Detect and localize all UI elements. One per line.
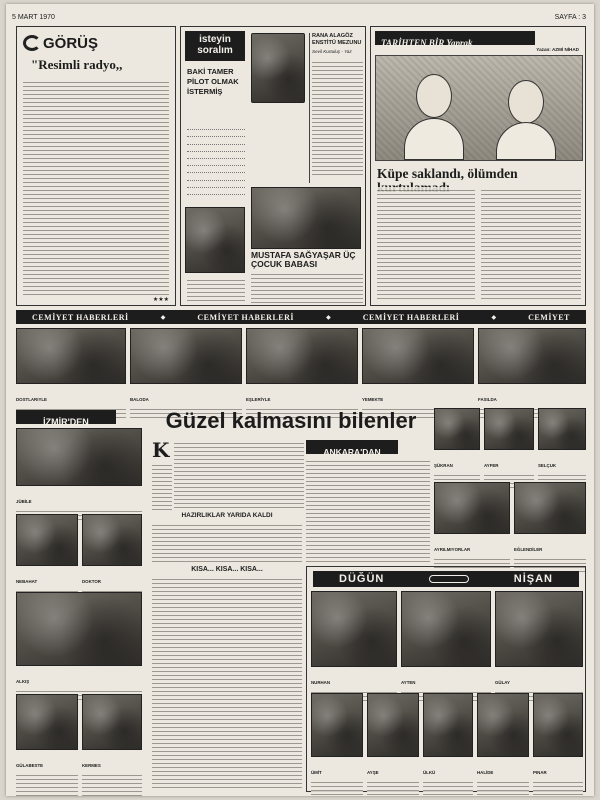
- guzel-body-indent: [152, 462, 172, 510]
- caption-label: AYŞE: [367, 770, 379, 775]
- isteyin-badge: [185, 31, 245, 61]
- qa-line: [187, 145, 245, 152]
- caption-label: NURHAN: [311, 680, 331, 685]
- izmirden-banner: [16, 410, 116, 427]
- ayfer-photo: [484, 408, 534, 450]
- esleriyle-caption: [246, 386, 358, 406]
- caption-label: HALİDE: [477, 770, 494, 775]
- rana-alagoz-photo: [251, 33, 305, 103]
- qa-line: [187, 159, 245, 166]
- caption-label: AYRILMIYORLAR: [434, 547, 471, 552]
- baki-tamer-photo: [185, 207, 245, 273]
- fasilda-caption: [478, 386, 586, 406]
- tarihten-banner: [375, 31, 535, 48]
- caption-label: FASILDA: [478, 397, 497, 402]
- tarihten-banner-text: TARİHTEN BİR Yaprak: [381, 38, 473, 48]
- badge-line1: isteyin: [199, 34, 231, 45]
- eglendiler-photo: [514, 482, 586, 534]
- yemekte-caption: [362, 386, 474, 406]
- nebahat-caption: [16, 568, 78, 588]
- cemiyet-banner-text: CEMİYET: [528, 312, 570, 322]
- caption-text: [533, 779, 583, 796]
- tarihten-headline: Küpe saklandı, ölümden: [377, 166, 518, 181]
- umit-caption: [311, 759, 363, 789]
- dostlariyle-photo: [16, 328, 126, 384]
- newspaper-page: [6, 4, 594, 796]
- nisan-title: NİŞAN: [513, 573, 553, 585]
- gulay-caption: [495, 669, 583, 689]
- ayten-caption: [401, 669, 491, 689]
- caption-label: GÜLAY: [495, 680, 510, 685]
- dostlariyle-caption: [16, 386, 126, 406]
- caption-label: DOKTOR: [82, 579, 101, 584]
- gorus-title: "Resimli radyo,,: [31, 57, 123, 72]
- guzel-subhead: HAZIRLIKLAR YARIDA KALDI: [181, 512, 273, 519]
- caption-label: EĞLENDİLER: [514, 547, 543, 552]
- baki-answers: [187, 277, 245, 303]
- baloda-photo: [130, 328, 242, 384]
- guzel-body-part1: [174, 440, 304, 510]
- caption-label: DOSTLARIYLE: [16, 397, 47, 402]
- pinar-caption: [533, 759, 583, 789]
- dugun-title: DÜĞÜN: [339, 573, 385, 585]
- page-number: SAYFA : 3: [554, 14, 586, 21]
- caption-text: [423, 779, 473, 796]
- qa-line: [187, 188, 245, 195]
- stars-ornament: ★★★: [152, 296, 169, 303]
- kisa-header: KISA... KISA... KISA...: [191, 566, 263, 573]
- qa-line: [187, 181, 245, 188]
- cemiyet-haberleri-banner: [16, 310, 586, 324]
- caption-label: PINAR: [533, 770, 547, 775]
- baloda-caption: [130, 386, 242, 406]
- tarihten-body-col1: [377, 187, 475, 301]
- izmirden-title: İZMİR'DEN: [43, 417, 89, 427]
- ankara-body: [306, 458, 430, 562]
- ayse-photo: [367, 693, 419, 757]
- guzel-headline: Güzel kalmasını bilenler: [165, 408, 417, 433]
- cemiyet-banner-text: CEMİYET HABERLERİ: [32, 312, 129, 322]
- halide-caption: [477, 759, 529, 789]
- tarihten-body-col2: [481, 187, 581, 301]
- caption-label: GÜLABESTE: [16, 763, 44, 768]
- caption-label: SELÇUK: [538, 463, 557, 468]
- issue-date: 5 MART 1970: [12, 14, 55, 21]
- cemiyet-banner-text: CEMİYET HABERLERİ: [362, 312, 460, 322]
- figure-face-right: [508, 80, 544, 124]
- ulku-caption: [423, 759, 473, 789]
- eglendiler-caption: [514, 536, 586, 562]
- caption-label: KERMES: [82, 763, 101, 768]
- gorus-column: [16, 26, 176, 306]
- esleriyle-photo: [246, 328, 358, 384]
- gulay-photo: [495, 591, 583, 667]
- caption-label: YEMEKTE: [362, 397, 384, 402]
- nurhan-photo: [311, 591, 397, 667]
- rana-subtitle: Sevil Kurtuluş - Yaz: [312, 49, 352, 54]
- fasilda-photo: [478, 328, 586, 384]
- mustafa-title: MUSTAFA SAĞYAŞAR ÜÇ ÇOCUK BABASI: [251, 250, 356, 269]
- ayrilmiyorlar-photo: [434, 482, 510, 534]
- dugun-nisan-banner: [313, 571, 579, 587]
- caption-text: [82, 772, 142, 796]
- kermes-photo: [82, 694, 142, 750]
- caption-label: ALKIŞ: [16, 679, 30, 684]
- selcuk-photo: [538, 408, 586, 450]
- selcuk-caption: [538, 452, 586, 478]
- jubile-photo: [16, 428, 142, 486]
- umit-photo: [311, 693, 363, 757]
- mustafa-qa-text: [251, 271, 363, 303]
- alkis-caption: [16, 668, 142, 690]
- ayfer-caption: [484, 452, 534, 478]
- kermes-caption: [82, 752, 142, 786]
- sukran-caption: [434, 452, 480, 478]
- gorus-logo-text: GÖRÜŞ: [43, 35, 99, 52]
- caption-label: ŞÜKRAN: [434, 463, 453, 468]
- caption-text: [477, 779, 529, 796]
- caption-label: JÜBİLE: [16, 499, 32, 504]
- qa-line: [187, 166, 245, 173]
- cemiyet-banner-text: CEMİYET HABERLERİ: [197, 312, 294, 322]
- guzel-body-part2: [152, 522, 302, 564]
- diamond-separator: ◆: [160, 313, 166, 321]
- caption-label: EŞLERİYLE: [246, 397, 271, 402]
- ayrilmiyorlar-caption: [434, 536, 510, 562]
- doktor-photo: [82, 514, 142, 566]
- mustafa-sagyasar-photo: [251, 187, 361, 249]
- isteyin-soralim-section: [180, 26, 366, 306]
- historical-illustration: [375, 55, 583, 161]
- rana-title: RANA ALAGÖZ ENSTİTÜ MEZUNU: [312, 33, 362, 46]
- diamond-separator: ◆: [491, 313, 497, 321]
- baki-qa-list: [187, 123, 245, 203]
- figure-body-left: [404, 118, 464, 160]
- ayten-photo: [401, 591, 491, 667]
- gulabeste-photo: [16, 694, 78, 750]
- gorus-c-icon: [23, 35, 41, 51]
- qa-line: [187, 137, 245, 144]
- rana-alagoz-box: [309, 33, 363, 183]
- kisa-items-list: [152, 576, 302, 790]
- caption-text: [311, 779, 363, 796]
- qa-line: [187, 123, 245, 130]
- tarihten-author: Yazan: AZMİ NİHAD: [536, 47, 579, 52]
- sukran-photo: [434, 408, 480, 450]
- baki-tamer-question: BAKİ TAMER PİLOT OLMAK İSTERMİŞ: [187, 67, 239, 96]
- ankaradan-title: ANKARA'DAN: [323, 447, 381, 457]
- dugun-nisan-section: [306, 566, 586, 792]
- caption-label: AYTEN: [401, 680, 416, 685]
- qa-line: [187, 173, 245, 180]
- nurhan-caption: [311, 669, 397, 689]
- caption-label: NEBAHAT: [16, 579, 38, 584]
- ayse-caption: [367, 759, 419, 789]
- figure-face-left: [416, 74, 452, 118]
- ulku-photo: [423, 693, 473, 757]
- caption-text: [367, 779, 419, 796]
- qa-line: [187, 130, 245, 137]
- nebahat-photo: [16, 514, 78, 566]
- drop-cap: K: [152, 438, 170, 462]
- jubile-caption: [16, 488, 142, 510]
- ring-ornament-icon: [429, 575, 469, 583]
- pinar-photo: [533, 693, 583, 757]
- diamond-separator: ◆: [326, 313, 331, 321]
- figure-body-right: [496, 122, 556, 160]
- yemekte-photo: [362, 328, 474, 384]
- halide-photo: [477, 693, 529, 757]
- caption-label: BALODA: [130, 397, 149, 402]
- qa-line: [187, 152, 245, 159]
- ankaradan-banner: [306, 440, 398, 457]
- caption-label: AYFER: [484, 463, 499, 468]
- caption-text: [16, 772, 78, 796]
- gorus-logo: [23, 33, 109, 53]
- doktor-caption: [82, 568, 142, 588]
- alkis-photo: [16, 592, 142, 666]
- caption-label: ÜLKÜ: [423, 770, 436, 775]
- gorus-body-text: [23, 79, 169, 297]
- rana-qa-text: [312, 59, 363, 177]
- tarihten-bir-yaprak-section: [370, 26, 586, 306]
- gulabeste-caption: [16, 752, 78, 786]
- badge-line2: soralım: [197, 45, 233, 56]
- caption-label: ÜMİT: [311, 770, 322, 775]
